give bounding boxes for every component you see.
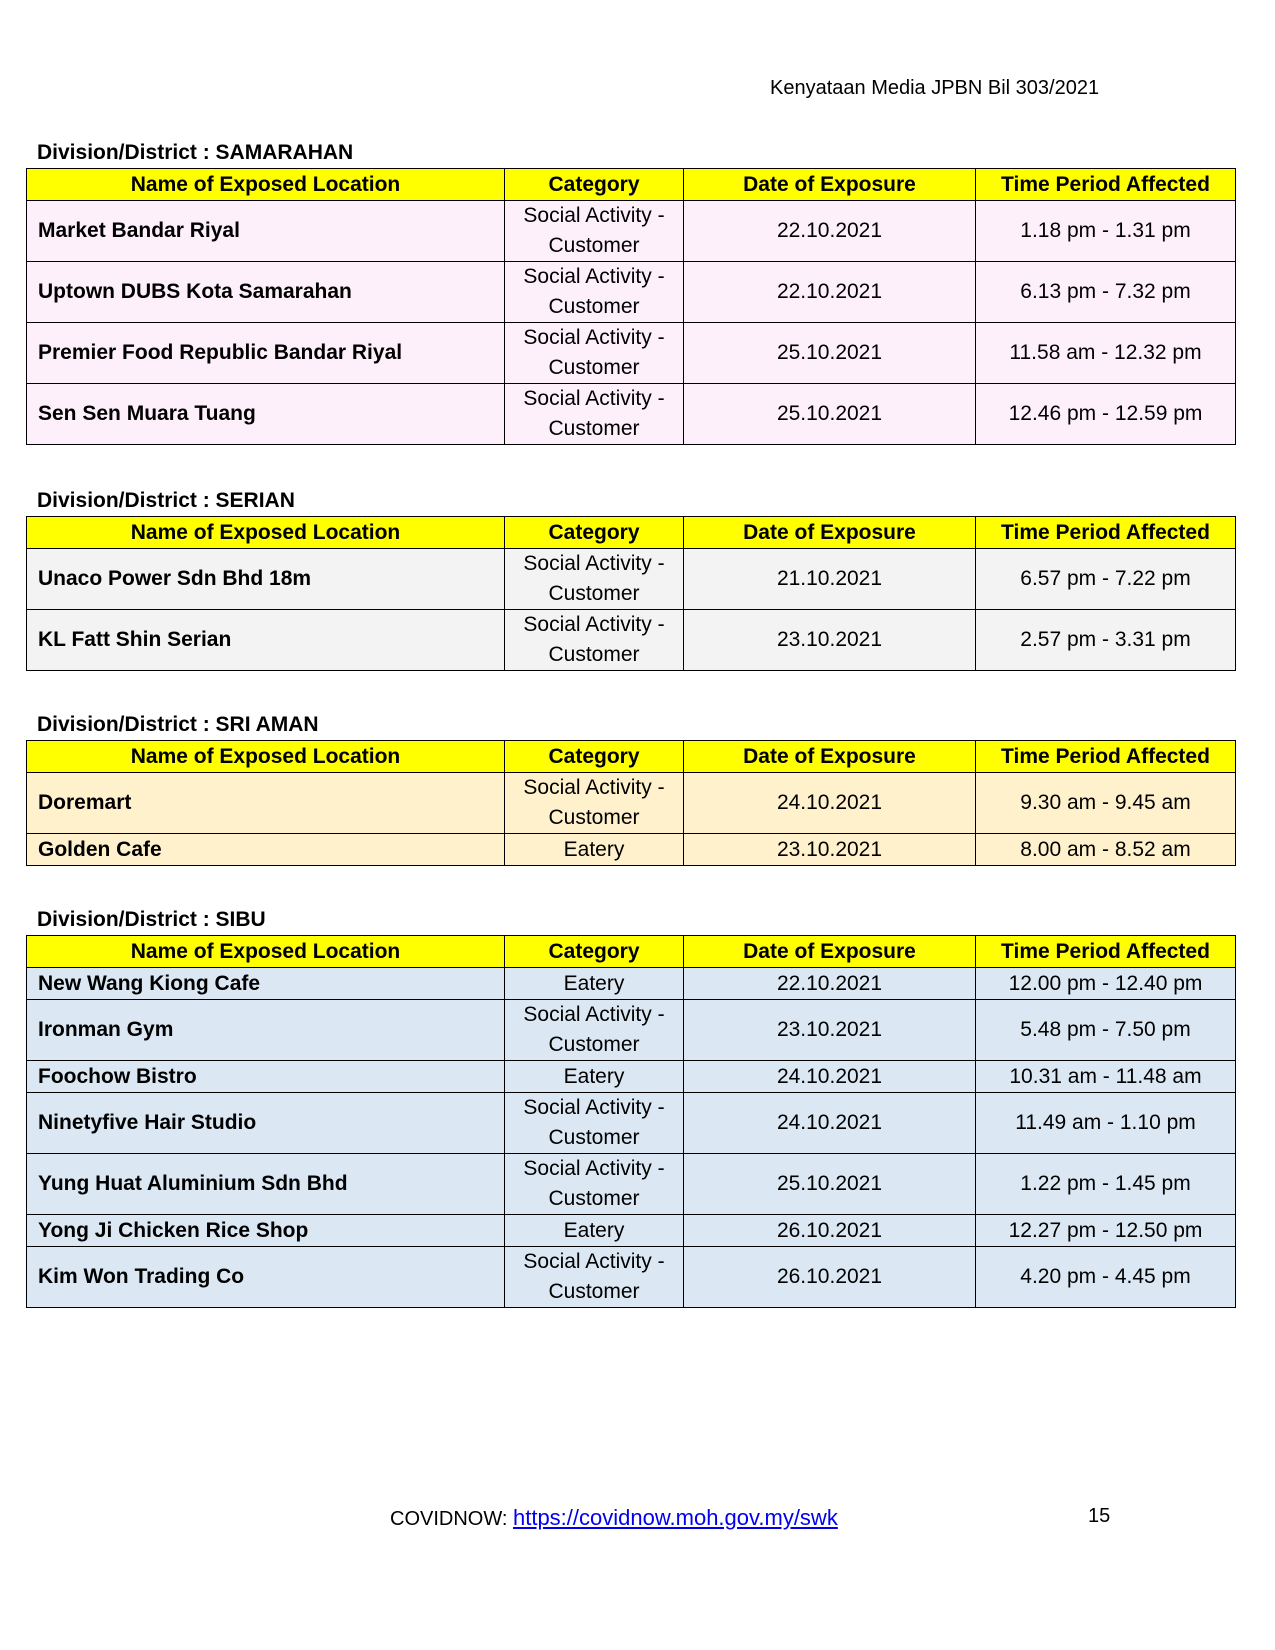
table-row — [27, 773, 1236, 834]
date-cell: 22.10.2021 — [684, 262, 976, 323]
date-cell: 25.10.2021 — [684, 1154, 976, 1215]
time-cell: 8.00 am - 8.52 am — [976, 834, 1236, 866]
time-cell: 4.20 pm - 4.45 pm — [976, 1247, 1236, 1308]
date-cell: 21.10.2021 — [684, 549, 976, 610]
col-header-date: Date of Exposure — [684, 169, 976, 201]
footer — [390, 1505, 838, 1531]
section-samarahan — [26, 138, 1235, 445]
document-reference: Kenyataan Media JPBN Bil 303/2021 — [770, 77, 1100, 99]
date-cell: 26.10.2021 — [684, 1247, 976, 1308]
table-row — [27, 323, 1236, 384]
table-row — [27, 262, 1236, 323]
date-cell: 24.10.2021 — [684, 773, 976, 834]
date-cell: 26.10.2021 — [684, 1215, 976, 1247]
table-row — [27, 549, 1236, 610]
table-row — [27, 1000, 1236, 1061]
location-cell: Yung Huat Aluminium Sdn Bhd — [27, 1154, 505, 1215]
category-cell: Social Activity - Customer — [505, 610, 684, 671]
col-header-date: Date of Exposure — [684, 741, 976, 773]
table-row — [27, 834, 1236, 866]
time-cell: 5.48 pm - 7.50 pm — [976, 1000, 1236, 1061]
date-cell: 23.10.2021 — [684, 1000, 976, 1061]
date-cell: 22.10.2021 — [684, 968, 976, 1000]
category-cell: Eatery — [505, 834, 684, 866]
category-cell: Social Activity - Customer — [505, 201, 684, 262]
exposure-table — [26, 168, 1236, 445]
exposure-table — [26, 516, 1236, 671]
location-cell: Doremart — [27, 773, 505, 834]
location-cell: KL Fatt Shin Serian — [27, 610, 505, 671]
category-cell: Social Activity - Customer — [505, 1154, 684, 1215]
table-row — [27, 1061, 1236, 1093]
date-cell: 24.10.2021 — [684, 1093, 976, 1154]
section-sibu — [26, 905, 1235, 1308]
location-cell: Yong Ji Chicken Rice Shop — [27, 1215, 505, 1247]
col-header-time: Time Period Affected — [976, 169, 1236, 201]
page-number: 15 — [1088, 1505, 1111, 1527]
table-row — [27, 1247, 1236, 1308]
date-cell: 23.10.2021 — [684, 610, 976, 671]
time-cell: 10.31 am - 11.48 am — [976, 1061, 1236, 1093]
col-header-time: Time Period Affected — [976, 517, 1236, 549]
time-cell: 11.58 am - 12.32 pm — [976, 323, 1236, 384]
exposure-table — [26, 740, 1236, 866]
col-header-location: Name of Exposed Location — [27, 741, 505, 773]
time-cell: 6.57 pm - 7.22 pm — [976, 549, 1236, 610]
covidnow-link[interactable]: https://covidnow.moh.gov.my/swk — [512, 1505, 838, 1530]
date-cell: 25.10.2021 — [684, 384, 976, 445]
time-cell: 12.27 pm - 12.50 pm — [976, 1215, 1236, 1247]
col-header-category: Category — [505, 936, 684, 968]
footer-prefix: COVIDNOW: — [390, 1508, 508, 1530]
location-cell: New Wang Kiong Cafe — [27, 968, 505, 1000]
category-cell: Social Activity - Customer — [505, 384, 684, 445]
location-cell: Premier Food Republic Bandar Riyal — [27, 323, 505, 384]
location-cell: Unaco Power Sdn Bhd 18m — [27, 549, 505, 610]
col-header-category: Category — [505, 169, 684, 201]
time-cell: 12.00 pm - 12.40 pm — [976, 968, 1236, 1000]
section-sri-aman — [26, 710, 1235, 866]
location-cell: Uptown DUBS Kota Samarahan — [27, 262, 505, 323]
table-row — [27, 1154, 1236, 1215]
date-cell: 25.10.2021 — [684, 323, 976, 384]
col-header-location: Name of Exposed Location — [27, 169, 505, 201]
time-cell: 1.22 pm - 1.45 pm — [976, 1154, 1236, 1215]
category-cell: Social Activity - Customer — [505, 549, 684, 610]
time-cell: 12.46 pm - 12.59 pm — [976, 384, 1236, 445]
category-cell: Social Activity - Customer — [505, 1093, 684, 1154]
time-cell: 11.49 am - 1.10 pm — [976, 1093, 1236, 1154]
location-cell: Kim Won Trading Co — [27, 1247, 505, 1308]
date-cell: 23.10.2021 — [684, 834, 976, 866]
time-cell: 9.30 am - 9.45 am — [976, 773, 1236, 834]
col-header-category: Category — [505, 517, 684, 549]
table-row — [27, 1215, 1236, 1247]
location-cell: Sen Sen Muara Tuang — [27, 384, 505, 445]
district-label: Division/District : SRI AMAN — [37, 713, 319, 736]
table-row — [27, 610, 1236, 671]
category-cell: Eatery — [505, 1215, 684, 1247]
table-row — [27, 968, 1236, 1000]
section-serian — [26, 486, 1235, 671]
col-header-location: Name of Exposed Location — [27, 936, 505, 968]
table-row — [27, 201, 1236, 262]
date-cell: 22.10.2021 — [684, 201, 976, 262]
time-cell: 2.57 pm - 3.31 pm — [976, 610, 1236, 671]
category-cell: Social Activity - Customer — [505, 262, 684, 323]
category-cell: Social Activity - Customer — [505, 323, 684, 384]
location-cell: Golden Cafe — [27, 834, 505, 866]
table-row — [27, 384, 1236, 445]
time-cell: 1.18 pm - 1.31 pm — [976, 201, 1236, 262]
time-cell: 6.13 pm - 7.32 pm — [976, 262, 1236, 323]
category-cell: Social Activity - Customer — [505, 1247, 684, 1308]
table-row — [27, 1093, 1236, 1154]
col-header-time: Time Period Affected — [976, 936, 1236, 968]
category-cell: Eatery — [505, 968, 684, 1000]
category-cell: Social Activity - Customer — [505, 773, 684, 834]
exposure-table — [26, 935, 1236, 1308]
location-cell: Market Bandar Riyal — [27, 201, 505, 262]
col-header-time: Time Period Affected — [976, 741, 1236, 773]
col-header-location: Name of Exposed Location — [27, 517, 505, 549]
col-header-date: Date of Exposure — [684, 517, 976, 549]
location-cell: Foochow Bistro — [27, 1061, 505, 1093]
col-header-date: Date of Exposure — [684, 936, 976, 968]
date-cell: 24.10.2021 — [684, 1061, 976, 1093]
district-label: Division/District : SERIAN — [37, 489, 295, 512]
category-cell: Eatery — [505, 1061, 684, 1093]
district-label: Division/District : SIBU — [37, 908, 266, 931]
location-cell: Ninetyfive Hair Studio — [27, 1093, 505, 1154]
location-cell: Ironman Gym — [27, 1000, 505, 1061]
col-header-category: Category — [505, 741, 684, 773]
category-cell: Social Activity - Customer — [505, 1000, 684, 1061]
district-label: Division/District : SAMARAHAN — [37, 141, 354, 164]
